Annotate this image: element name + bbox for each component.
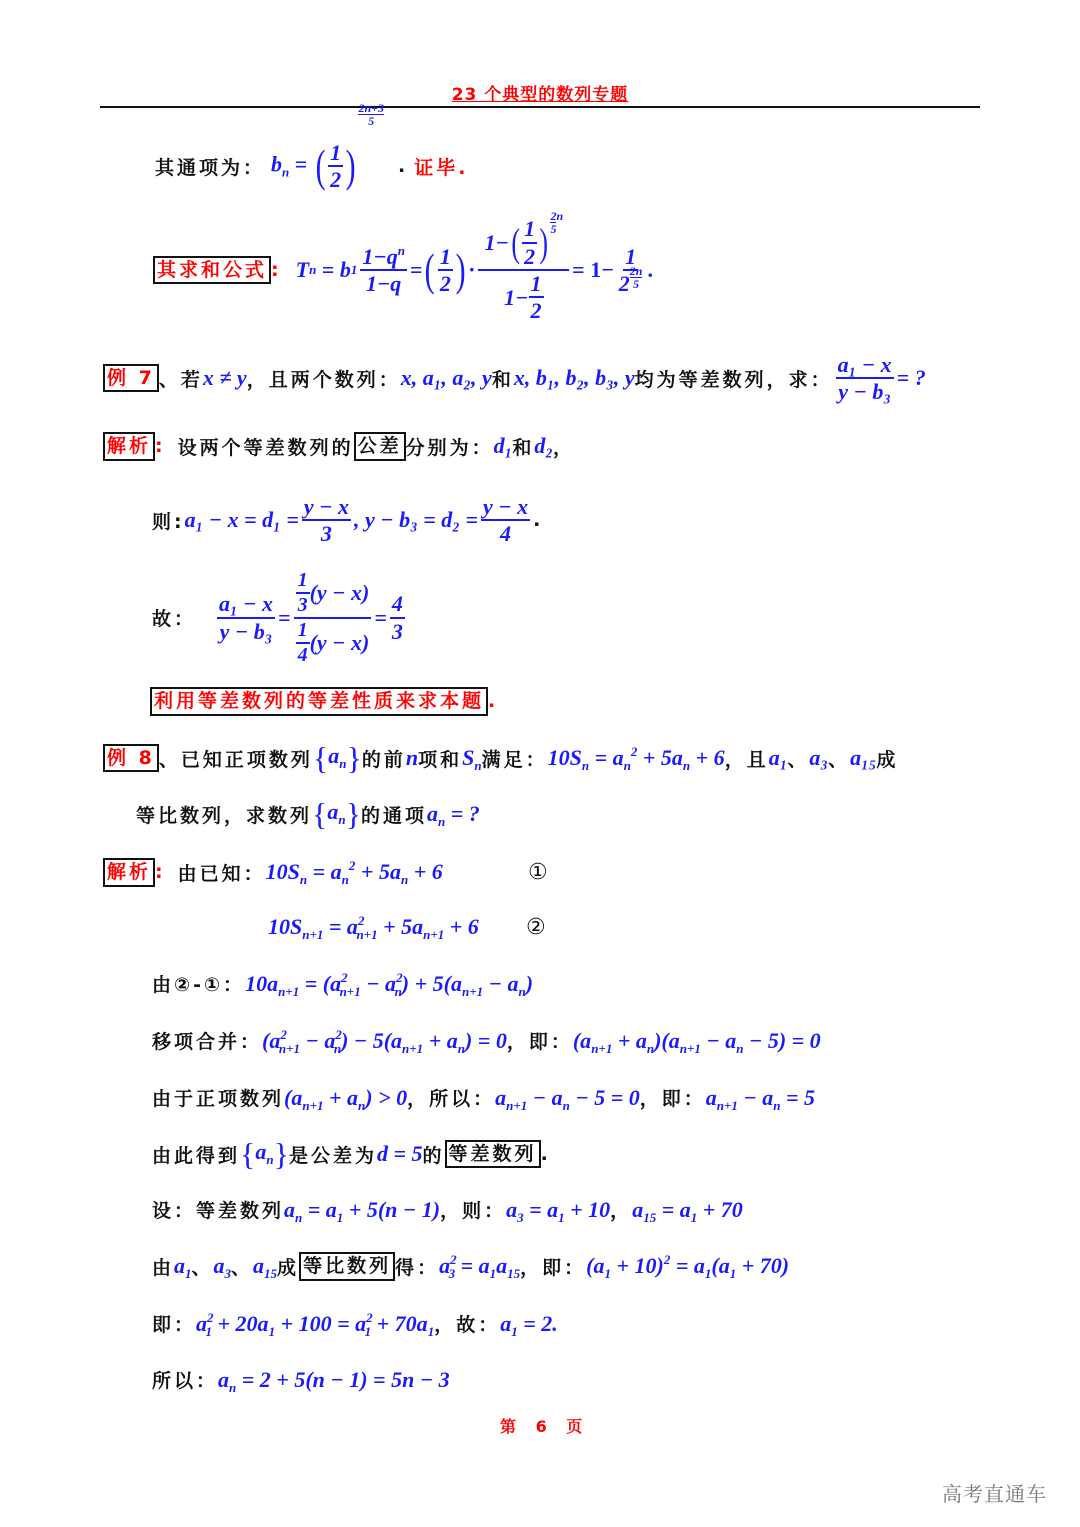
- solution-8-conclude-line: 由此得到 $\{a_n\}$ 是公差为 d = 5 的 等差数列 .: [152, 1136, 551, 1172]
- boxed-term-arithmetic-sequence: 等差数列: [445, 1140, 541, 1169]
- proof-done-text: 证毕.: [414, 156, 469, 179]
- general-term-formula: $b_n$ = ( $\frac{1}{2}$ ) $\frac{2n+3}{5}$: [271, 101, 384, 193]
- sum-formula-line: 其求和公式 : T n = b 1 $\frac{1-q^n}{1-q}$ = ( $\frac{1}{2}$ ) · 1− ( $\frac{1}{2}$ ) 2 5 n 1− $\frac{1}{2}$ = 1− 1 2 $\frac{2n}{5}$ .: [153, 210, 653, 330]
- solution-7-label: 解析: [103, 432, 155, 461]
- boxed-term-common-difference: 公差: [354, 432, 406, 461]
- solution-8-final-line: 所以： $a_n = 2 + 5(n - 1) = 5n - 3$: [152, 1366, 450, 1395]
- solution-8-set-line: 设：等差数列 $a_n = a_1 + 5(n - 1)$ ，则： $a_3 = a_1 + 10$ ， $a_{15} = a_1 + 70$: [152, 1196, 743, 1225]
- example-8-label: 例 8: [103, 744, 159, 773]
- solution-8-geometric-line: 由 $a_1$ 、 $a_3$ 、 $a_{15}$ 成 等比数列 得： $a^2_3 = a_1a_{15}$ ，即： $(a_1 + 10)^2 = a_1(a_1 + 70)$: [152, 1252, 790, 1282]
- equation-marker-1: ①: [528, 859, 551, 885]
- page-number: 第 6 页: [500, 1417, 585, 1436]
- equation-marker-2: ②: [526, 914, 549, 940]
- general-term-line: 其通项为： $b_n$ = ( $\frac{1}{2}$ ) $\frac{2n+3}{5}$ . 证毕.: [155, 101, 469, 193]
- example-8-line-2: 等比数列，求数列 $\{a_n\}$ 的通项 $a_n$ = ?: [136, 796, 480, 832]
- boxed-term-geometric-sequence: 等比数列: [299, 1252, 395, 1281]
- example-7-label: 例 7: [103, 364, 159, 393]
- solution-8-line-1: 解析 : 由已知： $10S_n = a_n^2 + 5a_n + 6$ ①: [103, 858, 603, 887]
- sum-formula-label: 其求和公式: [153, 256, 271, 285]
- method-note: 利用等差数列的等差性质来求本题: [150, 687, 488, 716]
- document-header-title: 23 个典型的数列专题: [451, 85, 629, 105]
- solution-7-hence-line: 故： $\frac{\text{a₁ − x}}{\text{y − b₃}}$ = $\frac{1}{3}$ (y − x) $\frac{1}{4}$ (y − x) = $\frac{4}{3}$: [152, 568, 403, 666]
- example-7-line: 例 7 、若 x ≠ y ，且两个数列： x, a₁, a₂, y 和 x, b₁, b₂, b₃, y 均为等差数列，求： $\frac{\text{a₁ − x}}{\text{y − b₃}}$ = ?: [103, 350, 926, 406]
- general-term-label: 其通项为：: [155, 156, 266, 179]
- solution-8-subtract-line: 由②-①： $10a_{n+1} = (a^2_{n+1} - a^2_n) + 5(a_{n+1} - a_n)$: [152, 969, 534, 999]
- sum-formula: T n = b 1 $\frac{1-q^n}{1-q}$ = ( $\frac{1}{2}$ ) · 1− ( $\frac{1}{2}$ ) 2 5 n 1− $\frac{1}{2}$ = 1− 1 2 $\frac{2n}{5}$ .: [295, 209, 653, 324]
- solution-7-line: 解析 : 设两个等差数列的 公差 分别为： d₁ 和 d₂ ，: [103, 432, 575, 461]
- example-8-line-1: 例 8 、已知正项数列 $\{a_n\}$ 的前 n 项和 $S_n$ 满足： $10S_n = a_n^2 + 5a_n + 6$ ，且 a₁ 、 a₃ 、 a₁₅ 成: [103, 742, 898, 774]
- solution-8-rearrange-line: 移项合并： $(a^2_{n+1} - a^2_n) - 5(a_{n+1} + a_n) = 0$ ，即： $(a_{n+1} + a_n)(a_{n+1} - a_n - 5) = 0$: [152, 1026, 821, 1056]
- solution-8-expand-line: 即： $a^2_1 + 20a_1 + 100 = a^2_1 + 70a_1$ ，故： $a_1 = 2$.: [152, 1309, 558, 1339]
- solution-7-note-line: 利用等差数列的等差性质来求本题 .: [150, 687, 498, 716]
- solution-7-then-line: 则: a₁ − x = d₁ = $\frac{y - x}{3}$ , y − b₃ = d₂ = $\frac{y - x}{4}$ .: [152, 493, 544, 546]
- solution-8-positive-line: 由于正项数列 $(a_{n+1} + a_n) > 0$ ，所以： $a_{n+1} - a_n - 5 = 0$ ，即： $a_{n+1} - a_n = 5$: [152, 1084, 816, 1113]
- solution-8-line-2: $10S_{n+1} = a^2_{n+1} + 5a_{n+1} + 6$ ②: [268, 913, 549, 942]
- watermark-text: 高考直通车: [942, 1482, 1047, 1506]
- solution-8-label: 解析: [103, 858, 155, 887]
- header-divider: [100, 106, 980, 108]
